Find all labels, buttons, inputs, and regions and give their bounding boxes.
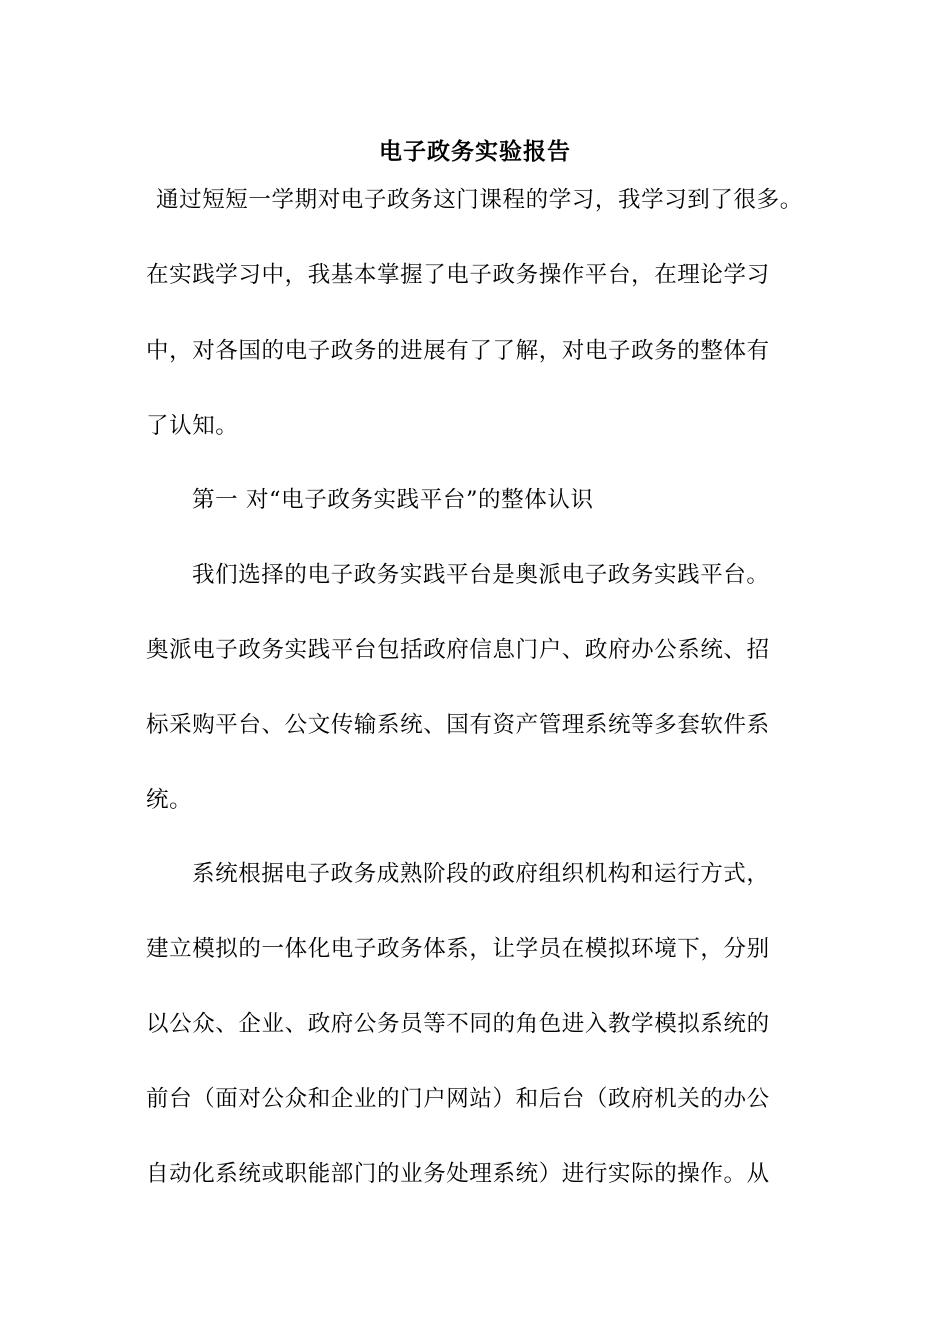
paragraph-line: 通过短短一学期对电子政务这门课程的学习，我学习到了很多。: [156, 187, 803, 213]
paragraph-line: 前台（面对公众和企业的门户网站）和后台（政府机关的办公: [146, 1086, 770, 1112]
paragraph-line: 以公众、企业、政府公务员等不同的角色进入教学模拟系统的: [146, 1011, 770, 1037]
paragraph-line: 在实践学习中，我基本掌握了电子政务操作平台，在理论学习: [146, 262, 770, 288]
paragraph-line: 建立模拟的一体化电子政务体系，让学员在模拟环境下，分别: [146, 936, 770, 962]
paragraph-line: 系统根据电子政务成熟阶段的政府组织机构和运行方式，: [192, 861, 770, 887]
paragraph-line: 统。: [146, 787, 193, 813]
paragraph-line: 中，对各国的电子政务的进展有了了解，对电子政务的整体有: [146, 338, 770, 364]
section-heading: 第一 对“电子政务实践平台”的整体认识: [192, 487, 594, 513]
paragraph-line: 奥派电子政务实践平台包括政府信息门户、政府办公系统、招: [146, 637, 770, 663]
document-title: 电子政务实验报告: [379, 138, 571, 165]
paragraph-line: 我们选择的电子政务实践平台是奥派电子政务实践平台。: [192, 562, 770, 588]
paragraph-line: 自动化系统或职能部门的业务处理系统）进行实际的操作。从: [146, 1161, 770, 1187]
paragraph-line: 标采购平台、公文传输系统、国有资产管理系统等多套软件系: [146, 712, 770, 738]
paragraph-line: 了认知。: [146, 413, 239, 439]
